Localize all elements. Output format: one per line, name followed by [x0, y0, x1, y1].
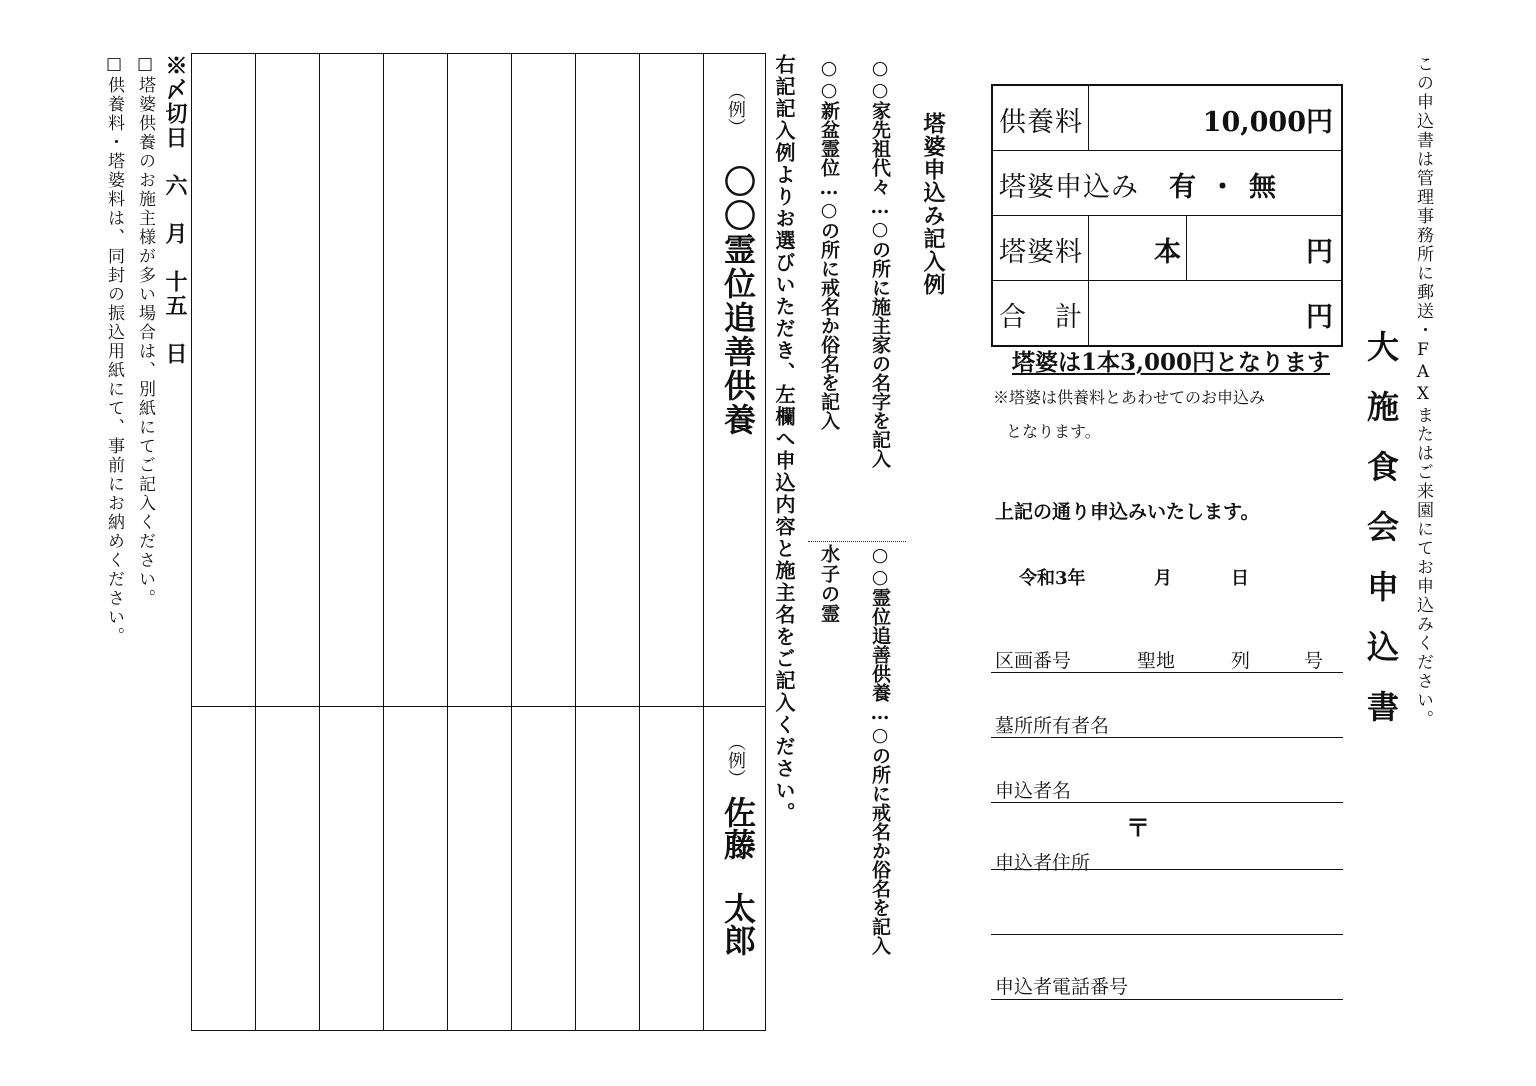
entry-grid — [191, 53, 766, 1031]
stupa-count-unit: 本 — [1154, 237, 1181, 268]
date-month[interactable]: 月 — [1154, 568, 1172, 589]
postal-mark: 〒 — [1126, 813, 1150, 842]
example-new-bon: ○○新盆霊位…○の所に戒名か俗名を記入 — [818, 57, 840, 430]
deadline-note: ※〆切日 六 月 十五 日 — [162, 54, 188, 366]
date-era: 令和3年 — [1019, 568, 1086, 589]
entry-cell-7[interactable] — [576, 54, 639, 706]
applicant-phone-field[interactable] — [991, 999, 1343, 1000]
entry-cell-5[interactable] — [448, 54, 511, 706]
stupa-apply-yes[interactable]: 有 — [1169, 172, 1196, 203]
apply-statement: 上記の通り申込みいたします。 — [995, 501, 1260, 523]
grid-example-content: 〇〇霊位追善供養 — [719, 165, 757, 437]
stupa-apply-no[interactable]: 無 — [1249, 172, 1276, 203]
offering-value: 10,000円 — [1202, 107, 1333, 138]
plot-area: 聖地 — [1137, 650, 1176, 672]
example-mizuko: 水子の霊 — [818, 544, 840, 624]
total-label: 合 計 — [999, 302, 1083, 333]
date-day[interactable]: 日 — [1231, 568, 1249, 589]
stupa-fee-label: 塔婆料 — [999, 237, 1083, 268]
entry-cell-2[interactable] — [256, 54, 319, 706]
form-title: 大施食会申込書 — [1362, 330, 1400, 750]
grid-example-name: 佐藤 太郎 — [719, 796, 757, 956]
applicant-phone-label: 申込者電話番号 — [995, 976, 1129, 998]
entry-cell-1[interactable] — [192, 54, 255, 706]
stupa-note-line2: となります。 — [1006, 422, 1101, 441]
side-note: この申込書は管理事務所に郵送・FAXまたはご来園にてお申込みください。 — [1413, 55, 1433, 729]
fee-table — [991, 84, 1343, 347]
payment-note: □供養料・塔婆料は、同封の振込用紙にて、事前にお納めください。 — [104, 54, 124, 646]
grave-owner-field[interactable] — [991, 737, 1343, 738]
total-unit: 円 — [1306, 302, 1333, 333]
entry-cell-8[interactable] — [640, 54, 703, 706]
stupa-apply-row — [993, 151, 1341, 216]
applicant-name-field[interactable] — [991, 802, 1343, 803]
applicant-name-label: 申込者名 — [995, 780, 1072, 802]
examples-instruction: 右記記入例よりお選びいただき、左欄へ申込内容と施主名をご記入ください。 — [772, 54, 796, 824]
entry-cell-6[interactable] — [512, 54, 575, 706]
total-row — [993, 281, 1341, 345]
example-ancestors: ○○家先祖代々…○の所に施主家の名字を記入 — [869, 57, 891, 468]
plot-row: 列 — [1231, 650, 1251, 672]
applicant-address-field-2[interactable] — [991, 934, 1343, 935]
stupa-note-line1: ※塔婆は供養料とあわせてのお申込み — [993, 388, 1266, 407]
plot-label: 区画番号 — [995, 650, 1072, 672]
grave-owner-label: 墓所所有者名 — [995, 715, 1110, 737]
stupa-fee-row — [993, 216, 1341, 281]
example-spirit: ○○霊位追善供養…○の所に戒名か俗名を記入 — [869, 544, 891, 955]
offering-row — [993, 86, 1341, 151]
stupa-apply-sep: ・ — [1209, 172, 1236, 203]
applicant-address-label: 申込者住所 — [995, 852, 1091, 874]
stupa-apply-label: 塔婆申込み — [999, 172, 1139, 203]
plot-field[interactable] — [991, 672, 1343, 673]
stupa-price-note: 塔婆は1本3,000円となります — [1012, 349, 1331, 376]
examples-heading: 塔婆申込み記入例 — [920, 112, 946, 296]
many-patrons-note: □塔婆供養のお施主様が多い場合は、別紙にてご記入ください。 — [135, 54, 155, 608]
example-divider — [808, 541, 906, 542]
offering-label: 供養料 — [999, 107, 1083, 138]
plot-number: 号 — [1304, 650, 1324, 672]
grid-example-tag-bottom: （例） — [725, 733, 746, 787]
entry-cell-4[interactable] — [384, 54, 447, 706]
entry-cell-3[interactable] — [320, 54, 383, 706]
stupa-fee-unit: 円 — [1306, 237, 1333, 268]
grid-example-tag-top: （例） — [725, 82, 746, 136]
applicant-address-field[interactable] — [991, 869, 1343, 870]
